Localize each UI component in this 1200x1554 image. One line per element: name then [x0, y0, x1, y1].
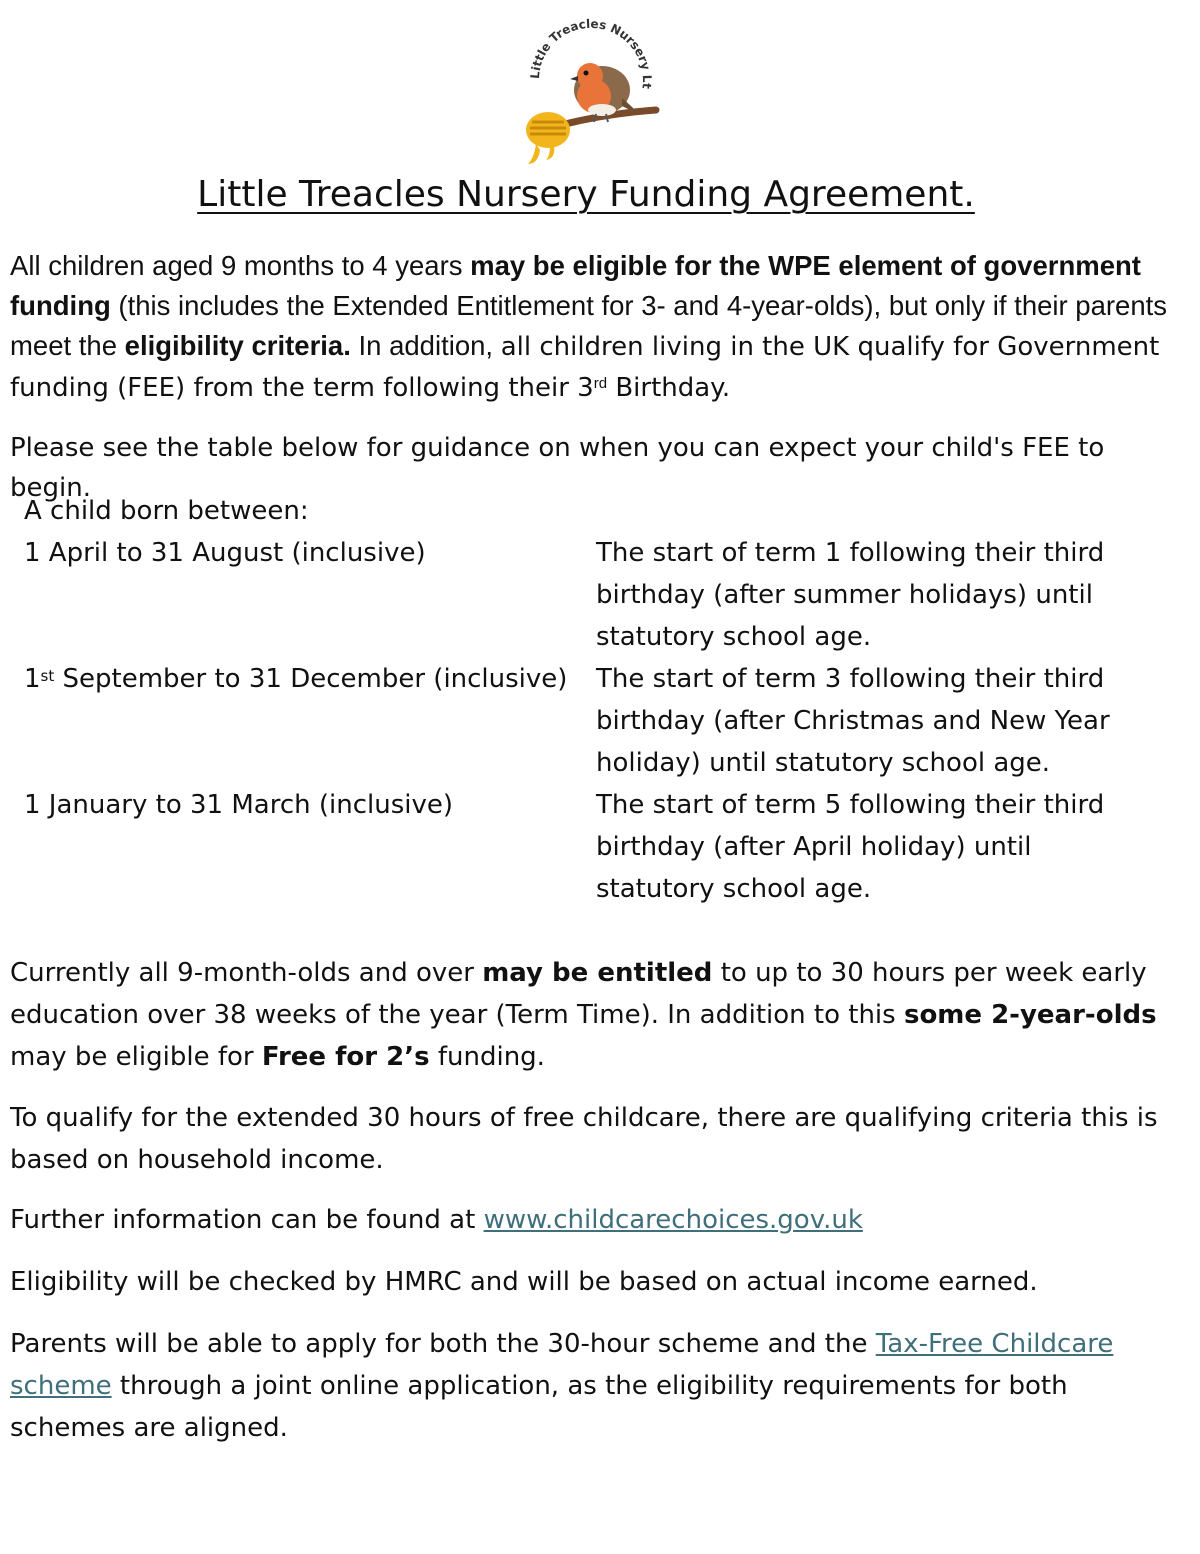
p2-text-1: Currently all 9-month-olds and over — [10, 958, 483, 988]
born-cell — [24, 532, 596, 658]
p2-bold-3: Free for 2’s — [261, 1042, 430, 1072]
childcare-choices-link[interactable]: www.childcarechoices.gov.uk — [483, 1205, 863, 1235]
born-superscript: st — [40, 667, 55, 685]
p2-bold-2: some 2-year-olds — [903, 1000, 1157, 1030]
born-text: 1 January to 31 March (inclusive) — [24, 790, 454, 820]
p6-text-1: Parents will be able to apply for both the 30-hour scheme and the — [10, 1329, 876, 1359]
start-cell: The start of term 5 following their third birthday (after April holiday) until statutory school age. — [596, 790, 1105, 904]
born-text: 1 April to 31 August (inclusive) — [24, 538, 426, 568]
intro-text-2: (this includes the Extended Entitlement for 3- and 4-year-olds), but only if their parents meet the — [10, 290, 1168, 361]
guidance-paragraph: Please see the table below for guidance on when you can expect your child's FEE to begin. — [10, 433, 1105, 503]
tax-free-childcare-link[interactable]: Tax-Free Childcare scheme — [10, 1329, 1114, 1401]
funding-start-table — [24, 490, 1174, 910]
page-title: Little Treacles Nursery Funding Agreement. — [197, 174, 975, 215]
apply-paragraph — [10, 1323, 1180, 1449]
further-info-paragraph — [10, 1200, 1180, 1240]
intro-bold-1: may be eligible for the WPE element of government funding — [10, 250, 1141, 321]
table-row — [24, 658, 1174, 784]
svg-text:Little Treacles Nursery Ltd: Little Treacles Nursery Lt — [527, 18, 655, 90]
table-header: A child born between: — [24, 496, 309, 526]
table-row — [24, 784, 1174, 910]
born-cell — [24, 658, 596, 784]
p2-text-3: may be eligible for — [10, 1042, 262, 1072]
start-cell: The start of term 3 following their third birthday (after Christmas and New Year holiday) until statutory school age. — [596, 664, 1110, 778]
born-text: 1 — [24, 664, 41, 694]
intro-text-3: In addition, — [350, 330, 501, 361]
robin-on-honey-dipper-icon — [510, 18, 670, 170]
p4-text: Further information can be found at — [10, 1205, 484, 1235]
intro-bold-2: eligibility criteria. — [124, 330, 351, 361]
p2-bold-1: may be entitled — [482, 958, 713, 988]
intro-text-4: all children living in the UK qualify for Government funding (FEE) from the term following their 3 — [10, 332, 1160, 403]
born-text-rest: September to 31 December (inclusive) — [54, 664, 568, 694]
intro-superscript: rd — [593, 375, 608, 392]
intro-text-5: Birthday. — [607, 373, 731, 403]
intro-text-1: All children aged 9 months to 4 years — [10, 250, 471, 281]
qualify-paragraph: To qualify for the extended 30 hours of free childcare, there are qualifying criteria this is based on household income. — [10, 1103, 1158, 1175]
table-row — [24, 532, 1174, 658]
born-cell — [24, 784, 596, 910]
p6-text-2: through a joint online application, as the eligibility requirements for both schemes are aligned. — [10, 1371, 1068, 1443]
p2-text-4: funding. — [429, 1042, 545, 1072]
nursery-logo — [510, 18, 670, 170]
hmrc-paragraph: Eligibility will be checked by HMRC and will be based on actual income earned. — [10, 1267, 1038, 1297]
entitlement-paragraph — [10, 952, 1180, 1078]
intro-paragraph — [10, 246, 1180, 408]
p2-text-2: to up to 30 hours per week early education over 38 weeks of the year (Term Time). In addition to this — [10, 958, 1147, 1030]
start-cell: The start of term 1 following their third birthday (after summer holidays) until statutory school age. — [596, 538, 1105, 652]
